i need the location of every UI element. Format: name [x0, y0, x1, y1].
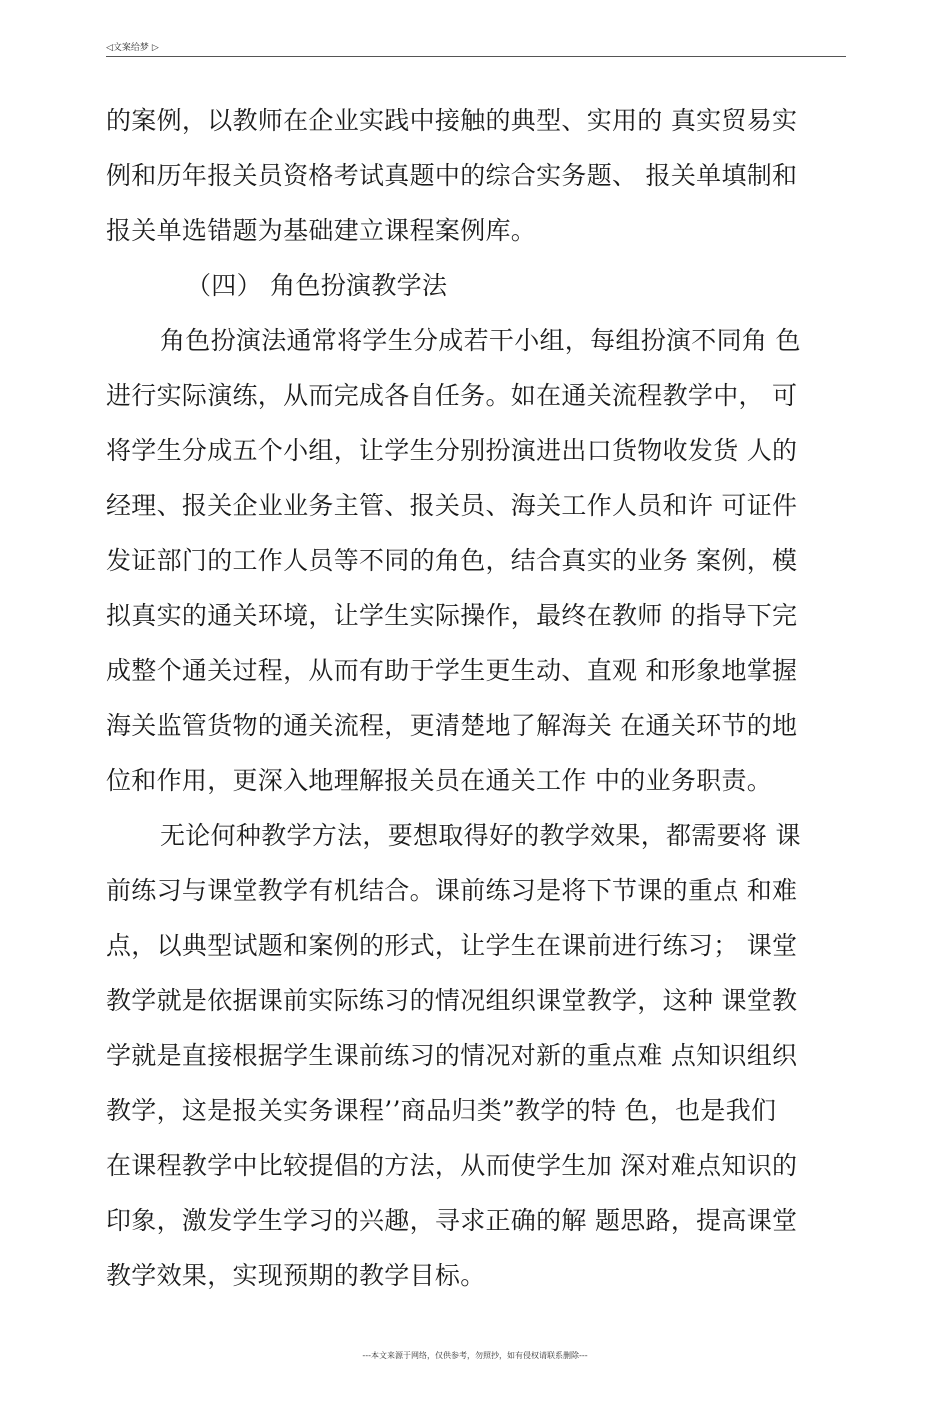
paragraph-first-line: 角色扮演法通常将学生分成若干小组，每组扮演不同角 色	[160, 326, 801, 355]
header-text	[106, 40, 159, 53]
left-triangle-icon: ◁	[106, 43, 113, 53]
document-body	[106, 93, 848, 1303]
text-line: 发证部门的工作人员等不同的角色，结合真实的业务 案例，模	[106, 546, 798, 575]
text-line: 海关监管货物的通关流程，更清楚地了解海关 在通关环节的地	[106, 711, 798, 740]
section-heading: （四） 角色扮演教学法	[186, 271, 448, 300]
right-triangle-icon: ▷	[151, 43, 159, 53]
text-line: 前练习与课堂教学有机结合。课前练习是将下节课的重点 和难	[106, 876, 798, 905]
text-line: 进行实际演练，从而完成各自任务。如在通关流程教学中， 可	[106, 381, 798, 410]
text-line: 学就是直接根据学生课前练习的情况对新的重点难 点知识组织	[106, 1041, 798, 1070]
text-line: 成整个通关过程，从而有助于学生更生动、直观 和形象地掌握	[106, 656, 798, 685]
paragraph-first-line: 无论何种教学方法，要想取得好的教学效果，都需要将 课	[160, 821, 801, 850]
text-line: 教学，这是报关实务课程’’商品归类”教学的特 色，也是我们	[106, 1096, 777, 1125]
page-footer: ---本文来源于网络，仅供参考，勿照抄，如有侵权请联系删除---	[362, 1351, 588, 1360]
text-line: 在课程教学中比较提倡的方法，从而使学生加 深对难点知识的	[106, 1151, 798, 1180]
text-line: 经理、报关企业业务主管、报关员、海关工作人员和许 可证件	[106, 491, 798, 520]
text-line: 将学生分成五个小组，让学生分别扮演进出口货物收发货 人的	[106, 436, 798, 465]
header-title: 文案给梦	[112, 43, 149, 53]
text-line: 拟真实的通关环境，让学生实际操作，最终在教师 的指导下完	[106, 601, 798, 630]
text-line: 报关单选错题为基础建立课程案例库。	[106, 216, 537, 245]
text-line: 位和作用，更深入地理解报关员在通关工作 中的业务职责。	[106, 766, 773, 795]
page-header	[106, 38, 846, 57]
text-line: 教学就是依据课前实际练习的情况组织课堂教学，这种 课堂教	[106, 986, 798, 1015]
text-line: 的案例，以教师在企业实践中接触的典型、实用的 真实贸易实	[106, 106, 798, 135]
text-line: 教学效果，实现预期的教学目标。	[106, 1261, 486, 1290]
text-line: 点，以典型试题和案例的形式，让学生在课前进行练习； 课堂	[106, 931, 798, 960]
text-line: 例和历年报关员资格考试真题中的综合实务题、 报关单填制和	[106, 161, 798, 190]
text-line: 印象，激发学生学习的兴趣，寻求正确的解 题思路，提高课堂	[106, 1206, 798, 1235]
